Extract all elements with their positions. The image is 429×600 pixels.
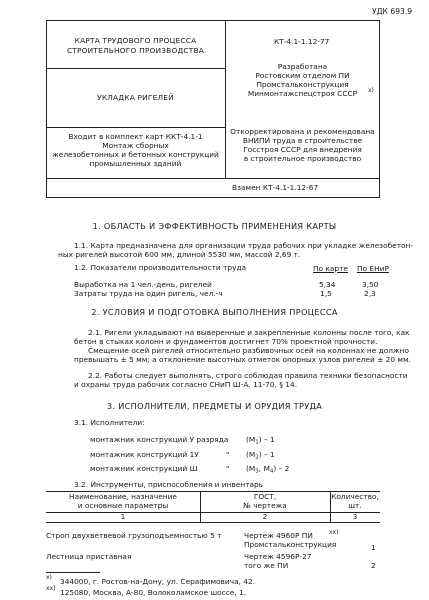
developer-footnote-mark: х) — [368, 87, 374, 94]
para-2-2-line-2: и охраны труда рабочих согласно СНиП Ш-А. 11-70, § 14. — [74, 380, 298, 389]
para-1-1-line-1: 1.1. Карта предназначена для организации труда рабочих при укладке железобетон- — [74, 241, 414, 250]
footnote-text-2: 125080, Москва, А-80, Волоколамское шоссе, 1. — [60, 588, 247, 597]
performer-label-1: монтажник конструкций У разряда — [90, 435, 229, 444]
para-2-1-line-1: 2.1. Ригели укладывают на выверенные и закрепленные колонны после того, как — [88, 328, 410, 337]
performer-symbol-1: $(М_1) - 1$ — [246, 435, 275, 446]
table-col-num-2: 2 — [262, 512, 268, 521]
tool-qty-2: 2 — [371, 561, 376, 570]
table-head-gost-2: № чертежа — [243, 501, 287, 510]
para-2-2-line-1: 2.2. Работы следует выполнять, строго соблюдая правила техники безопасности — [88, 371, 408, 380]
metric-enir-2: 2,3 — [364, 289, 376, 298]
tool-gost-2-line-1: Чертеж 4596Р-27 — [244, 552, 312, 561]
metric-label-1: Выработка на 1 чел.-день, ригелей — [74, 280, 212, 289]
card-title-line-1: КАРТА ТРУДОВОГО ПРОЦЕССА — [74, 36, 197, 45]
footnote-mark-1: х) — [46, 574, 52, 581]
table-head-name-1: Наименование, назначение — [69, 492, 177, 501]
developer-line-2: Ростовским отделом ПИ — [255, 71, 350, 80]
tool-gost-1-line-2: Промстальконструкция — [244, 540, 337, 549]
section-1-title: 1. ОБЛАСТЬ И ЭФФЕКТИВНОСТЬ ПРИМЕНЕНИЯ КАРТЫ — [92, 221, 337, 231]
included-line-3: железобетонных и бетонных конструкций — [52, 150, 219, 159]
section-3-title: 3. ИСПОЛНИТЕЛИ, ПРЕДМЕТЫ И ОРУДИЯ ТРУДА — [106, 401, 323, 411]
included-line-4: промышленных зданий — [89, 159, 182, 168]
table-col-num-3: 3 — [352, 512, 358, 521]
para-2-1b-line-2: превышать ± 5 мм; а отклонение высотных отметок опорных узлов ригелей ± 20 мм. — [74, 355, 411, 364]
tool-gost-1-footnote-mark: хх) — [329, 529, 339, 536]
approval-line-4: в строительное производство — [243, 154, 362, 163]
table-head-gost-1: ГОСТ, — [253, 492, 277, 501]
tool-gost-2-line-2: того же ПИ — [244, 561, 289, 570]
performer-label-3: монтажник конструкций Ш — [90, 464, 198, 473]
para-1-2: 1.2. Показатели производительности труда — [74, 263, 247, 272]
footnote-mark-2: хх) — [46, 585, 56, 592]
included-line-1: Входит в комплект карт ККТ-4.1-1 — [68, 132, 203, 141]
udk-code: УДК 693.9 — [372, 7, 413, 16]
para-3-1: 3.1. Исполнители: — [74, 418, 145, 427]
card-number: КТ-4.1-1.12-77 — [274, 37, 330, 46]
header-rule-3 — [46, 178, 380, 179]
header-rule-1 — [46, 68, 225, 69]
performer-symbol-3: ($М_3$, $М_4) - 2$ — [246, 464, 290, 475]
metric-card-1: 5,34 — [319, 280, 336, 289]
developer-line-3: Промстальконструкция — [256, 80, 349, 89]
card-title-line-2: СТРОИТЕЛЬНОГО ПРОИЗВОДСТВА — [66, 46, 205, 55]
replaces-note: Взамен КТ-4.1-1.12-67 — [232, 183, 319, 192]
table-col-num-1: 1 — [120, 512, 126, 521]
header-rule-2 — [46, 127, 225, 128]
approval-line-1: Откорректирована и рекомендована — [230, 127, 375, 136]
tool-gost-1-line-1: Чертеж 4960Р ПИ — [244, 531, 313, 540]
table-head-qty-1: Количество, — [331, 492, 379, 501]
section-2-title: 2. УСЛОВИЯ И ПОДГОТОВКА ВЫПОЛНЕНИЯ ПРОЦЕССА — [91, 307, 338, 317]
para-3-2: 3.2. Инструменты, приспособления и инвентарь — [74, 480, 264, 489]
col-head-card: По карте — [313, 264, 348, 273]
work-name: УКЛАДКА РИГЕЛЕЙ — [97, 93, 174, 102]
ditto-mark-2: " — [226, 464, 230, 473]
approval-line-3: Госстроя СССР для внедрения — [243, 145, 362, 154]
table-num-rule — [46, 522, 380, 523]
para-1-1-line-2: ных ригелей высотой 600 мм, длиной 5530 мм, массой 2,69 т. — [58, 250, 301, 259]
metric-enir-1: 3,50 — [362, 280, 379, 289]
metric-label-2: Затраты труда на один ригель, чел.-ч — [74, 289, 223, 298]
footnote-rule — [46, 572, 100, 573]
table-head-qty-2: шт. — [348, 501, 362, 510]
footnote-text-1: 344000, г. Ростов-на-Дону, ул. Серафимовича, 42. — [60, 577, 256, 586]
ditto-mark-1: " — [226, 450, 230, 459]
developer-line-4: Минмонтажспецстроя СССР — [247, 89, 358, 98]
tool-qty-1: 1 — [371, 543, 376, 552]
performer-symbol-2: $(М_2) - 1$ — [246, 450, 275, 461]
table-head-name-2: и основные параметры — [77, 501, 169, 510]
performer-label-2: монтажник конструкций 1У — [90, 450, 199, 459]
included-line-2: Монтаж сборных — [102, 141, 169, 150]
col-head-enir: По ЕНиР — [357, 264, 389, 273]
tool-name-2: Лестница приставная — [46, 552, 132, 561]
tool-name-1: Строп двухветвевой грузоподъемностью 5 т — [46, 531, 222, 540]
developer-line-1: Разработана — [277, 62, 328, 71]
para-2-1-line-2: бетон в стыках колонн и фундаментов достигнет 70% проектной прочности. — [74, 337, 378, 346]
metric-card-2: 1,5 — [320, 289, 332, 298]
para-2-1b-line-1: Смещение осей ригелей относительно разбивочных осей на колоннах не должно — [88, 346, 410, 355]
approval-line-2: ВНИПИ труда в строительстве — [242, 136, 363, 145]
